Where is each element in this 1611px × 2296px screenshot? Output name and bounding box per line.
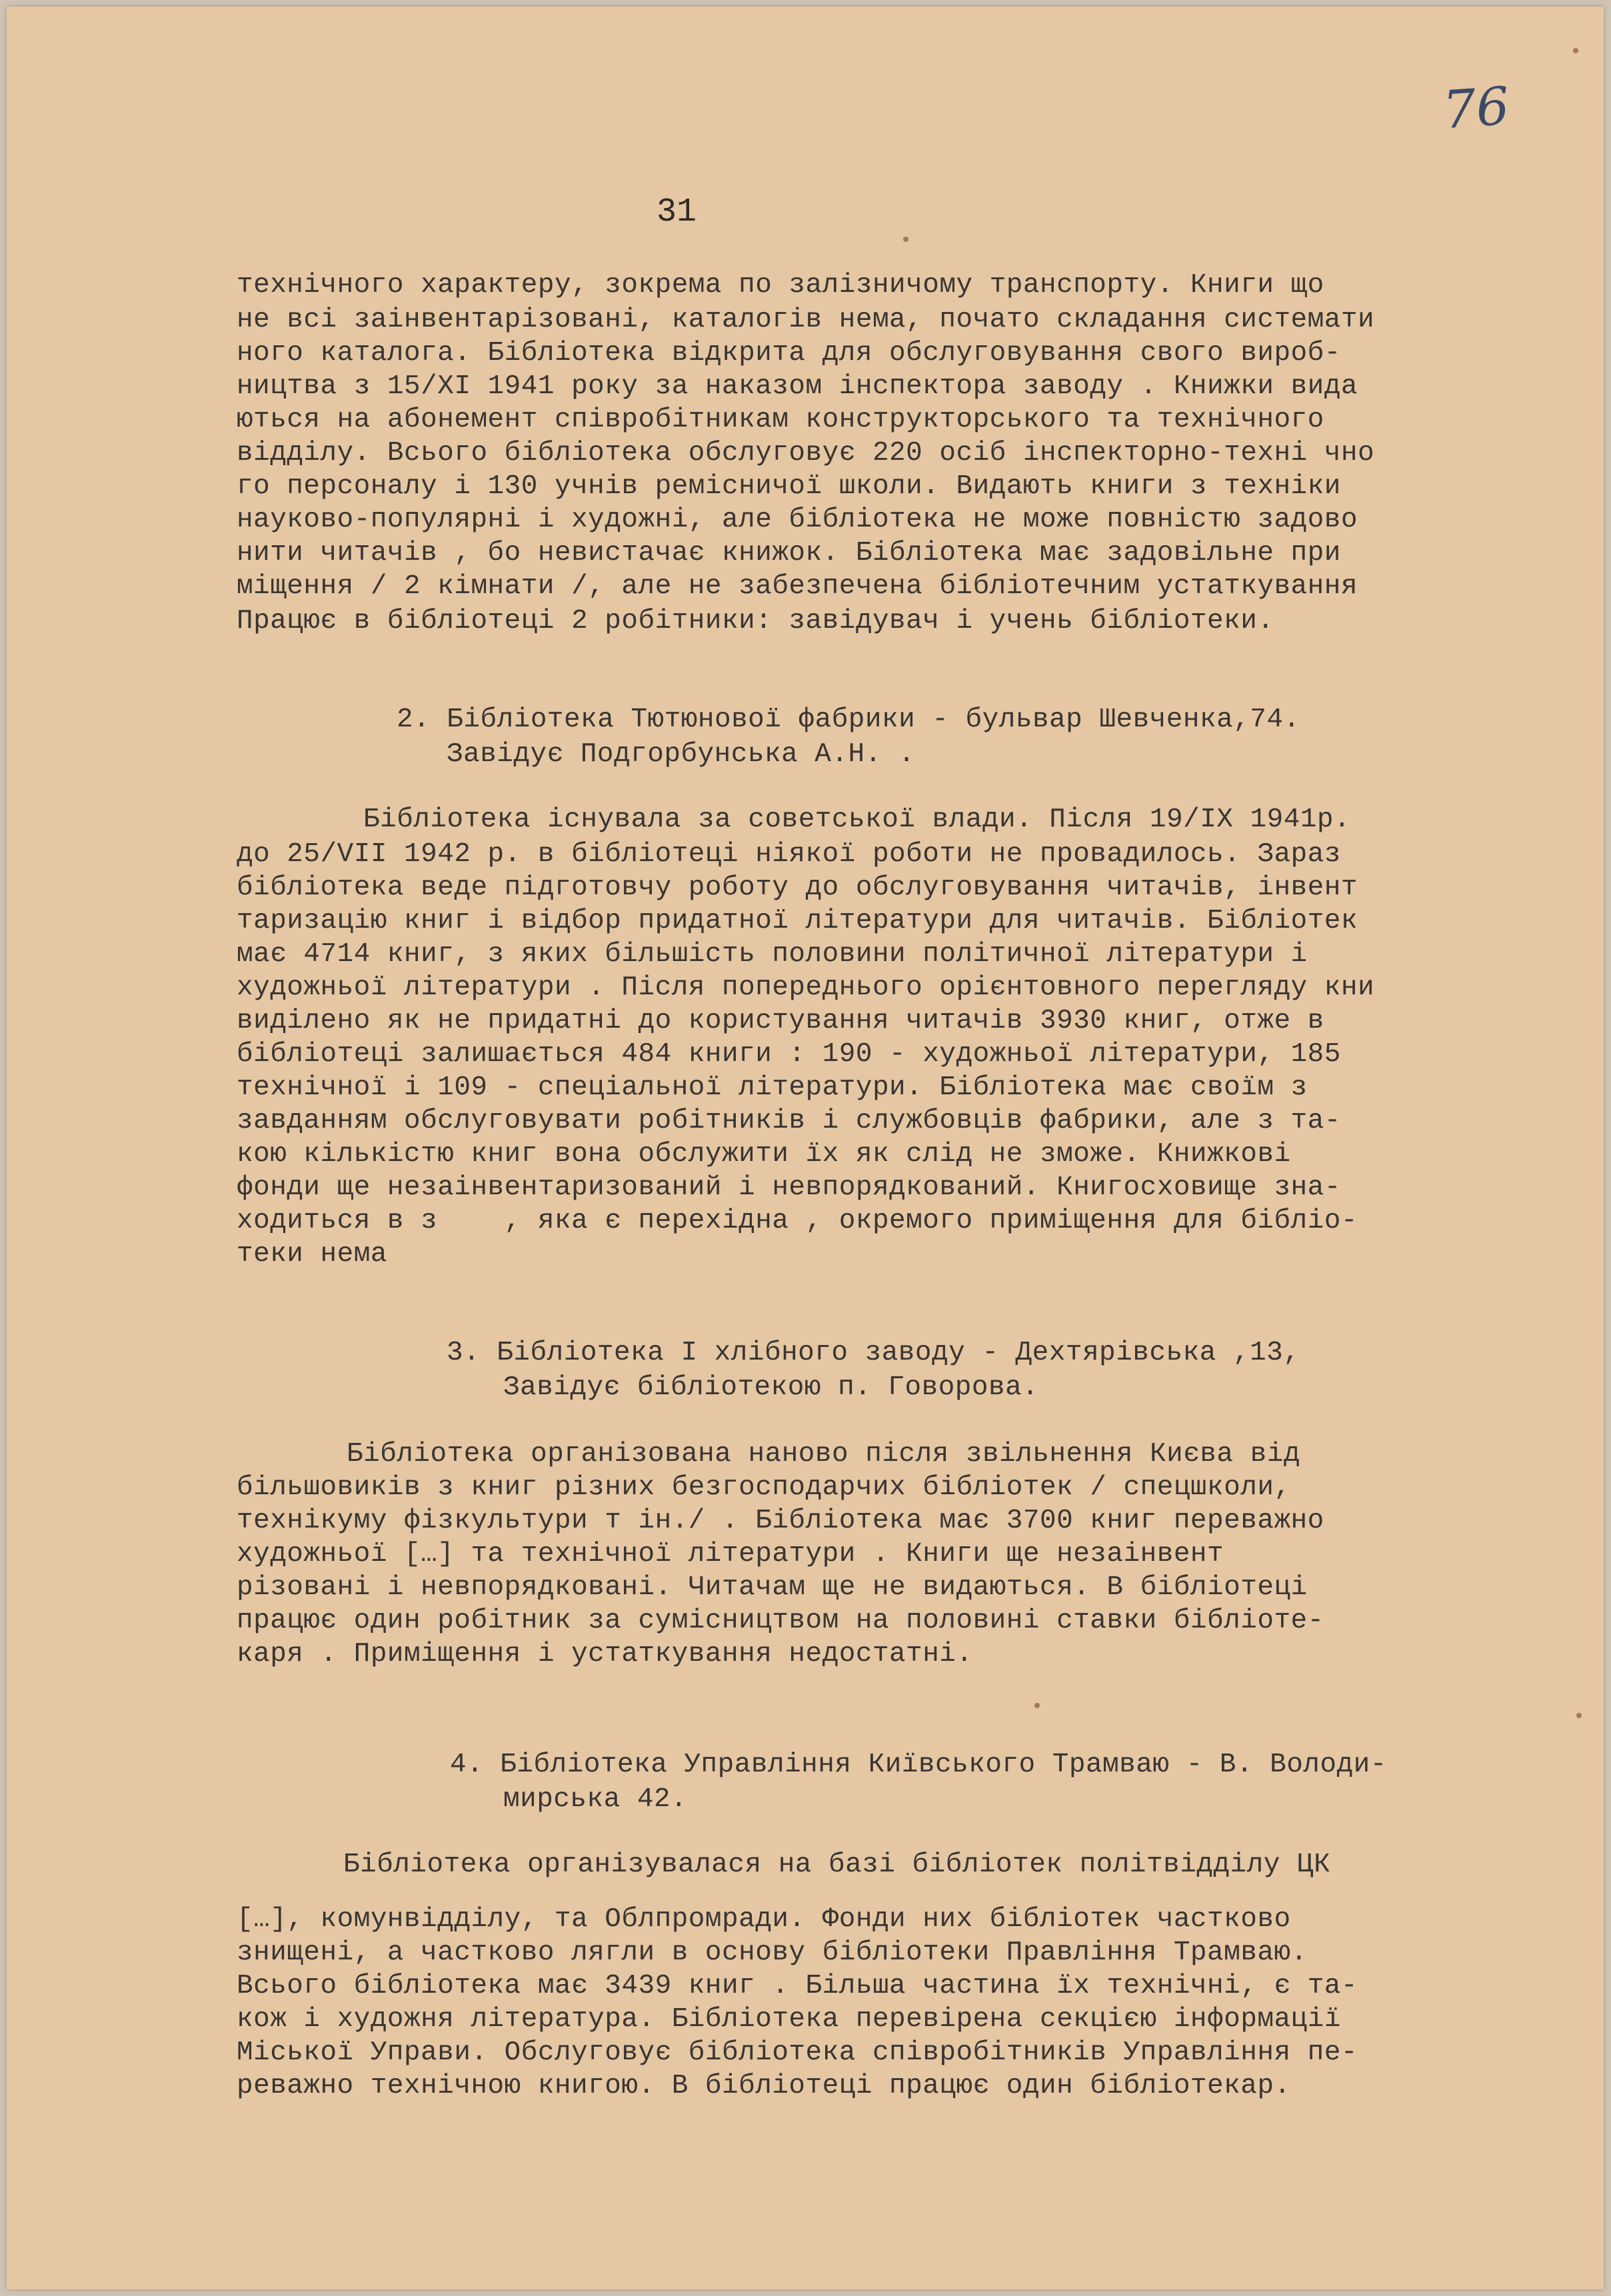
text-line: 2. Бібліотека Тютюнової фабрики - бульвар Шевченка,74. <box>397 704 1300 735</box>
text-line: кою кількістю книг вона обслужити їх як слід не зможе. Книжкові <box>237 1139 1291 1170</box>
text-line: різовані і невпорядковані. Читачам ще не видаються. В бібліотеці <box>237 1572 1308 1603</box>
text-line: виділено як не придатні до користування читачів 3930 книг, отже в <box>237 1006 1324 1036</box>
text-line: фонди ще незаінвентаризований і невпорядкований. Книгосховище зна- <box>237 1172 1341 1203</box>
paper-speck <box>903 237 908 242</box>
text-line: таризацію книг і відбор придатної літератури для читачів. Бібліотек <box>237 906 1358 936</box>
text-line: міщення / 2 кімнати /, але не забезпечена бібліотечним устаткування <box>237 571 1358 602</box>
paper-speck <box>1576 1713 1582 1718</box>
paper-speck <box>1573 48 1578 53</box>
text-line: технічної і 109 - спеціальної літератури. Бібліотека має своїм з <box>237 1072 1308 1103</box>
text-line: теки нема <box>237 1239 387 1270</box>
text-line: Всього бібліотека має 3439 книг . Більша частина їх технічні, є та- <box>237 1971 1358 2001</box>
text-line: технічного характеру, зокрема по залізничому транспорту. Книги що <box>237 270 1324 301</box>
text-line: завданням обслуговувати робітників і службовців фабрики, але з та- <box>237 1106 1341 1136</box>
text-line: працює один робітник за сумісництвом на половині ставки бібліоте- <box>237 1606 1324 1636</box>
text-line: знищені, а частково лягли в основу бібліотеки Правління Трамваю. <box>237 1937 1308 1968</box>
text-line: Бібліотека організована наново після звільнення Києва від <box>347 1439 1300 1470</box>
text-line: кож і художня література. Бібліотека перевірена секцією інформації <box>237 2004 1341 2035</box>
text-line: ються на абонемент співробітникам конструкторського та технічного <box>237 405 1324 435</box>
text-line: реважно технічною книгою. В бібліотеці працює один бібліотекар. <box>237 2071 1291 2101</box>
text-line: до 25/VII 1942 р. в бібліотеці ніякої роботи не провадилось. Зараз <box>237 839 1341 870</box>
page-number: 31 <box>657 193 697 231</box>
text-line: бібліотеці залишається 484 книги : 190 - художньої літератури, 185 <box>237 1039 1341 1070</box>
text-line: художньої літератури . Після попереднього орієнтовного перегляду кни <box>237 972 1375 1003</box>
text-line: мирська 42. <box>503 1784 688 1815</box>
text-line: технікуму фізкультури т ін./ . Бібліотека має 3700 книг переважно <box>237 1506 1324 1536</box>
text-line: Завідує бібліотекою п. Говорова. <box>503 1372 1039 1403</box>
text-line: 3. Бібліотека І хлібного заводу - Дехтярівська ,13, <box>447 1338 1300 1368</box>
text-line: каря . Приміщення і устаткування недостатні. <box>237 1639 973 1670</box>
paper-speck <box>1034 1703 1040 1708</box>
text-line: ництва з 15/ХІ 1941 року за наказом інспектора заводу . Книжки вида <box>237 371 1358 402</box>
text-line: науково-популярні і художні, але бібліотека не може повністю задово <box>237 505 1358 535</box>
text-line: ного каталога. Бібліотека відкрита для обслуговування свого вироб- <box>237 338 1341 369</box>
text-line: нити читачів , бо невистачає книжок. Бібліотека має задовільне при <box>237 538 1341 569</box>
text-line: має 4714 книг, з яких більшість половини політичної літератури і <box>237 939 1308 970</box>
text-line: художньої […] та технічної літератури . Книги ще незаінвент <box>237 1539 1224 1570</box>
text-line: Міської Управи. Обслуговує бібліотека співробітників Управління пе- <box>237 2037 1358 2068</box>
text-line: го персоналу і 130 учнів ремісничої школи. Видають книги з техніки <box>237 471 1341 502</box>
text-line: ходиться в з , яка є перехідна , окремого приміщення для бібліо- <box>237 1206 1358 1236</box>
text-line: Бібліотека існувала за советської влади. Після 19/ІХ 1941р. <box>363 804 1351 835</box>
text-line: […], комунвідділу, та Облпромради. Фонди них бібліотек частково <box>237 1904 1291 1935</box>
text-line: Працює в бібліотеці 2 робітники: завідувач і учень бібліотеки. <box>237 606 1274 636</box>
text-line: бібліотека веде підготовчу роботу до обслуговування читачів, інвент <box>237 872 1358 903</box>
text-line: Бібліотека організувалася на базі бібліотек політвідділу ЦК <box>343 1849 1331 1880</box>
folio-number: 76 <box>1440 76 1512 141</box>
text-line: не всі заінвентарізовані, каталогів нема, почато складання системати <box>237 305 1375 335</box>
text-line: відділу. Всього бібліотека обслуговує 220 осіб інспекторно-техні чно <box>237 438 1375 469</box>
text-line: більшовиків з книг різних безгосподарчих бібліотек / спецшколи, <box>237 1472 1291 1503</box>
text-line: Завідує Подгорбунська А.Н. . <box>447 739 915 770</box>
text-line: 4. Бібліотека Управління Київського Трамваю - В. Володи- <box>450 1749 1387 1780</box>
